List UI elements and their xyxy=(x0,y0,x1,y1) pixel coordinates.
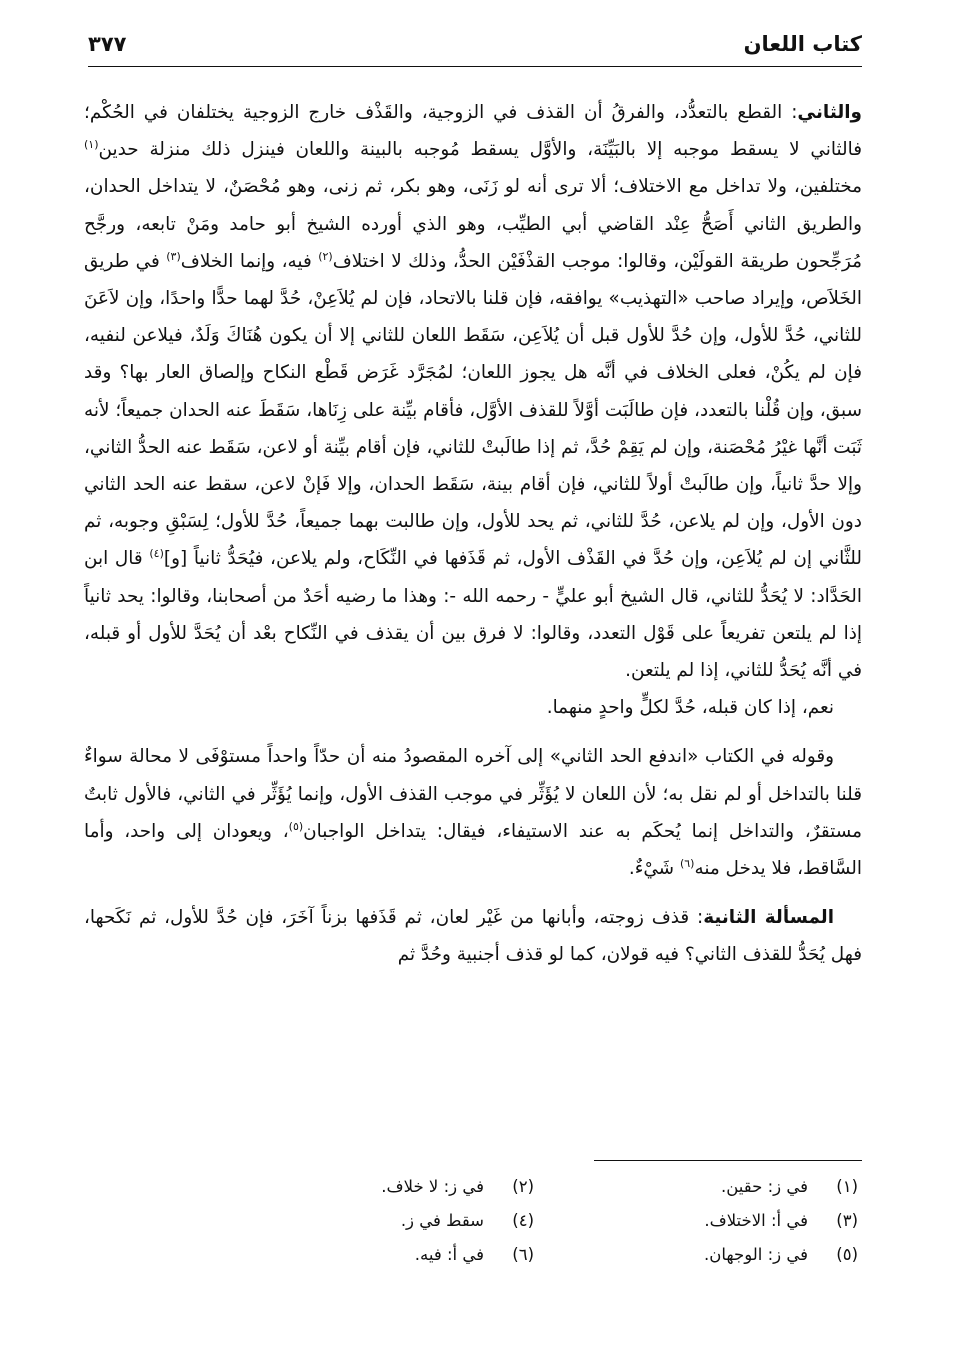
footnote xyxy=(574,1172,858,1202)
footnote-divider xyxy=(594,1160,862,1161)
footnote-number: (٥) xyxy=(836,1245,858,1264)
main-text xyxy=(84,94,862,974)
footnote-ref: (١) xyxy=(84,138,99,152)
footnote-text: في ز: لا خلاف. xyxy=(381,1177,484,1196)
footnote-ref: (٢) xyxy=(318,249,333,263)
page-header xyxy=(88,22,862,67)
footnote-number: (١) xyxy=(836,1177,858,1196)
text-run: : القطع بالتعدُّد، والفرقُ أن القذف في الزوجية، والقَذْف خارج الزوجية يختلفان في الحُكْم؛ فالثاني لا يسقط موجبه إلا بالبَيِّنَة، والأوَّل يسقط مُوجبه بالبينة واللعان فينزل ذلك منزلة حدين xyxy=(84,102,862,161)
text-run: وقوله في الكتاب «اندفع الحد الثاني» إلى آخره المقصودُ منه أن حدّاً واحداً مستوْفَى لا محالة سواءٌ قلنا بالتداخل أو لم نقل به؛ لأن اللعان لا يُؤَثِّر في موجب القذف الأول، وإنما يُؤَثِّر في الثاني، فالأول ثابتٌ مستقرٌ، والتداخل إنما يُحكَم به عند الاستيفاء، فيقال: يتداخل الواجبان xyxy=(84,746,862,842)
footnote-text: في ز: حقين. xyxy=(721,1177,808,1196)
footnote-ref: (٦) xyxy=(679,856,695,870)
paragraph-lead: والثاني xyxy=(797,102,862,123)
footnote xyxy=(250,1240,534,1270)
paragraph-3 xyxy=(84,738,862,887)
paragraph-2: نعم، إذا كان قبله، حُدَّ لكلٍّ واحدٍ منهما. xyxy=(546,697,834,719)
footnote-ref: (٥) xyxy=(288,819,304,833)
paragraph-1 xyxy=(84,94,862,689)
footnote-number: (٤) xyxy=(512,1211,534,1230)
footnote-text: في أ: فيه. xyxy=(414,1245,484,1264)
footnote-number: (٦) xyxy=(512,1245,534,1264)
footnote xyxy=(250,1206,534,1236)
footnotes xyxy=(250,1172,858,1270)
text-run: قال ابن الحَدَّاد: لا يُحَدُّ للثاني، قال الشيخ أبو عليٍّ - رحمه الله -: وهذا ما رضيه أحَدٌ من أصحابنا، وقالوا: يحد ثانياً إذا لم يلتعن تفريعاً على قَوْل التعدد، وقالوا: لا فرق بين أن يقذف في النِّكاح بعْد أن يُحَدَّ للأول أو قبله، في أنَّه يُحَدُّ للثاني، إذا لم يلتعن. xyxy=(84,548,862,682)
footnote-ref: (٣) xyxy=(166,249,181,263)
footnote-text: في ز: الوجهان. xyxy=(704,1245,808,1264)
footnote-number: (٣) xyxy=(836,1211,858,1230)
footnote-text: سقط في ز. xyxy=(400,1211,484,1230)
footnote-text: في أ: الاختلاف. xyxy=(704,1211,808,1230)
text-run: مختلفين، ولا تداخل مع الاختلاف؛ ألا ترى أنه لو زَنَى، وهو بكر، ثم زنى، وهو مُحْصَنٌ، لا يتداخل الحدان، والطريق الثاني أَصَحُّ عِنْد القاضي أبي الطيِّب، وهو الذي أورده الشيخ أبو حامد ومَنْ تابعه، ورجَّح مُرَجِّحون طريقة القولَيْن، وقالوا: موجب القذْفَيْن الحدُّ، وذلك لا اختلاف xyxy=(84,176,862,272)
footnote-number: (٢) xyxy=(512,1177,534,1196)
footnote-ref: (٤) xyxy=(149,547,164,561)
paragraph-lead: المسألة الثانية xyxy=(703,907,834,929)
text-run: ، ويعودان إلى واحد، وأما السَّاقط، فلا يدخل منه xyxy=(84,820,862,880)
page-number: ٣٧٧ xyxy=(88,32,127,56)
text-run: فيه، وإنما الخلاف xyxy=(180,250,319,272)
paragraph-4 xyxy=(84,899,862,973)
footnote xyxy=(250,1172,534,1202)
footnote xyxy=(574,1206,858,1236)
text-run: شَيْءٌ. xyxy=(628,858,680,880)
footnote xyxy=(574,1240,858,1270)
text-run: في طريق الخَلاَص، وإيراد صاحب «التهذيب» يوافقه، فإن قلنا بالاتحاد، فإن لم يُلاَعِنْ، حُدَّ لهما حدًّا واحدًا، وإن لاَعَنَ للثاني، حُدَّ للأول، وإن حُدَّ للأول قبل أن يُلاَعِن، سَقَط اللعان للثاني إلا أن يكون هُنَاكَ وَلَدٌ، فيلاعن لنفيه، فإن لم يكُنْ، فعلى الخلاف في أنَّه هل يجوز اللعان؛ لمُجَرَّد غَرَض قَطْع النكاح وإلصاق العار بها؟ وقد سبق، وإن قُلْنا بالتعدد، فإن طالَبَت أوَّلاً للقذف الأوَّل، فأقام بيِّنة على زِنَاها، سَقَطَ عنه الحدان جميعاً؛ لأنه ثَبَت أنَّها غيْرُ مُحْصَنة، وإن لم يَقِمْ حُدَّ، ثم إذا طالَبتْ للثاني، فإن أقام بيِّنة أو لاعن، سَقَط عنه الحدُّ الثاني، وإلا حدَّ ثانياً، وإن طالَبتْ أولاً للثاني، فإن أقام بينة، سَقَط الحدان، وإلا فَإنْ لاعن، سقط عنه الحد الثاني دون الأول، وإن لم يلاعن، حُدَّ للثاني، ثم يحد للأول، وإن طالبت بهما جميعاً، حُدَّ للأول؛ لِسَبْقِ وجوبه، ثم للثَّاني إن لم يُلاَعِن، وإن حُدَّ في القَذْف الأول، ثم قَذَفها في النِّكَاح، ولم يلاعن، فيُحَدُّ ثانياً [و] xyxy=(84,250,862,570)
chapter-title: كتاب اللعان xyxy=(743,32,862,56)
text-run: : قذف زوجته، وأبانها من غَيْر لعان، ثم قَذَفها بزناً آخَرَ، فإن حُدَّ للأول، ثم نَكَحها، فهل يُحَدُّ للقذف الثاني؟ فيه قولان، كما لو قذف أجنبية وحُدَّ ثم xyxy=(84,907,862,966)
